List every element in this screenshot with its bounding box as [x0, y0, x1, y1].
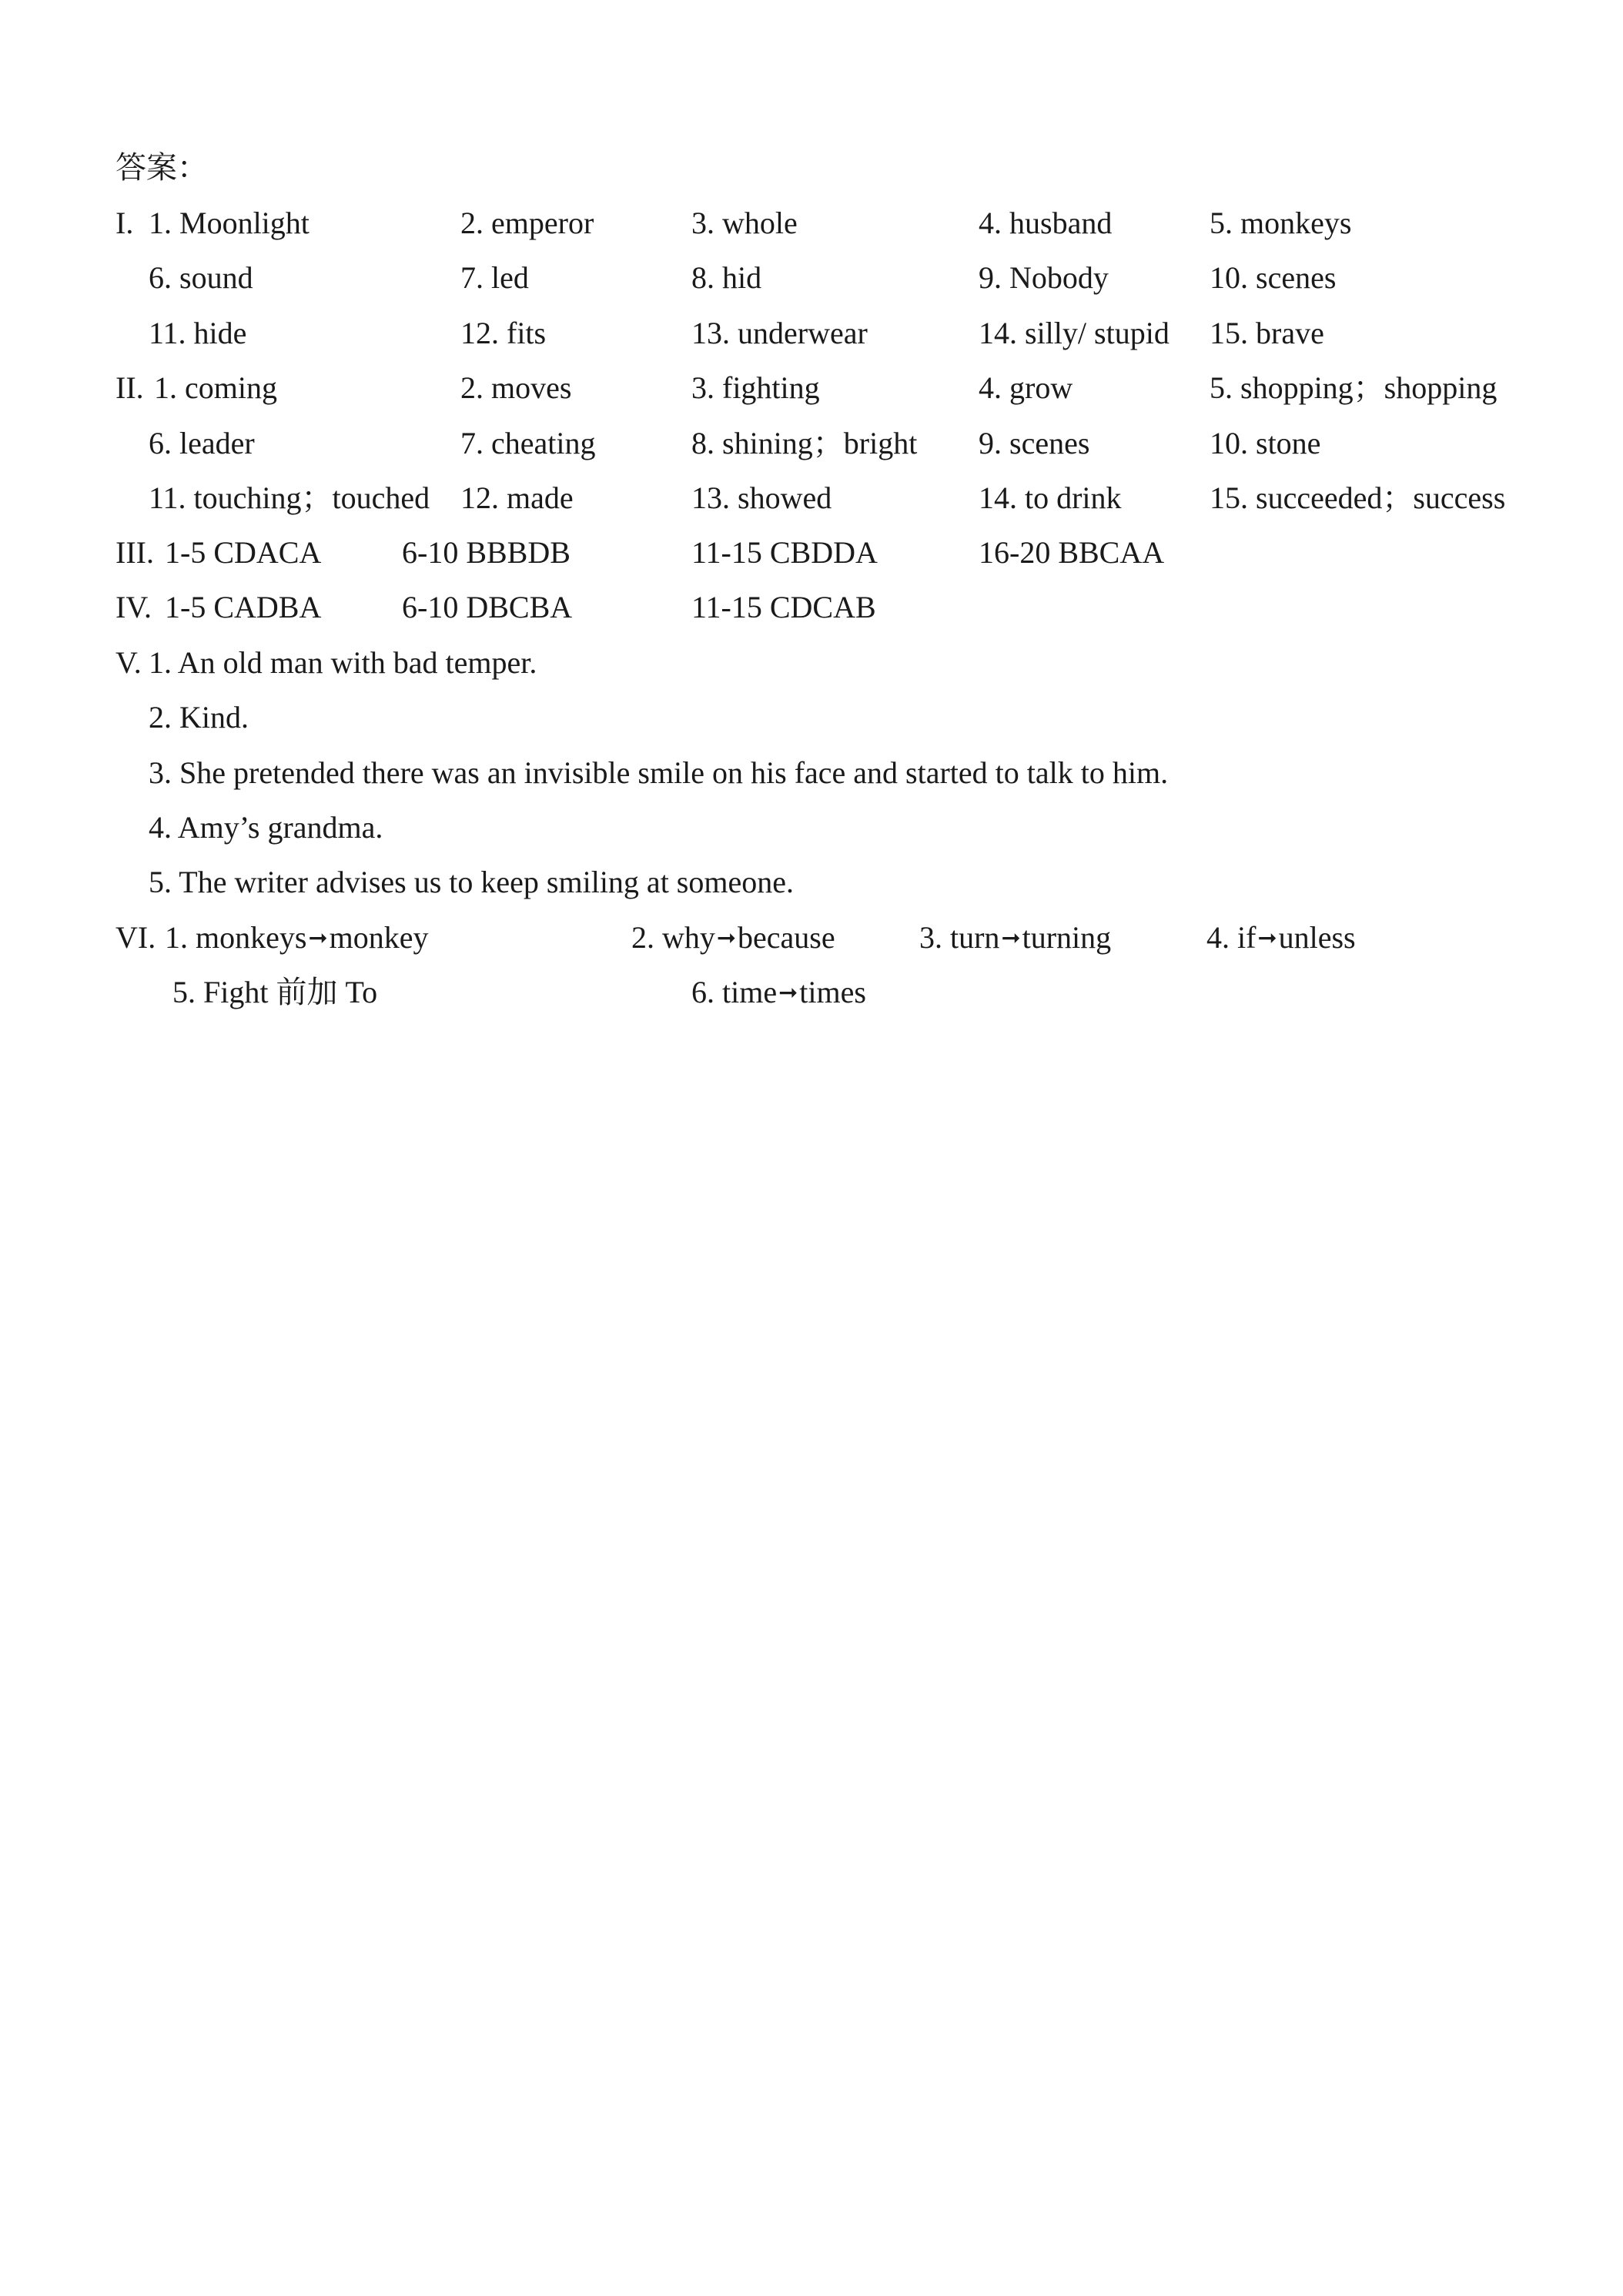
section-label: VI. — [115, 920, 156, 955]
correction-to: monkey — [329, 920, 429, 955]
correction-to: because — [738, 920, 835, 955]
answer-item: 12. made — [460, 480, 574, 515]
answer-sentence: 3. She pretended there was an invisible smile on his face and started to talk to him. — [149, 755, 1169, 790]
answer-item: 15. brave — [1210, 316, 1324, 350]
answer-item: 4. grow — [979, 370, 1073, 405]
answer-sentence: 1. An old man with bad temper. — [149, 645, 537, 680]
section-label: I. — [115, 206, 134, 240]
answer-item: 16-20 BBCAA — [979, 535, 1165, 570]
correction-item — [691, 974, 866, 1014]
answer-item: 7. led — [460, 260, 529, 295]
answer-item: 15. succeeded；success — [1210, 480, 1506, 515]
correction-item — [165, 919, 428, 959]
answer-item: 9. Nobody — [979, 260, 1109, 295]
answer-item: 1. Moonlight — [149, 206, 310, 240]
answer-item: 12. fits — [460, 316, 547, 350]
answer-sentence: 4. Amy’s grandma. — [149, 810, 383, 845]
answer-item: 1-5 CDACA — [165, 535, 322, 570]
answer-item: 1. coming — [154, 370, 277, 405]
answer-item: 5. monkeys — [1210, 206, 1352, 240]
correction-number: 3. — [919, 920, 942, 955]
arrow-icon: ➞ — [308, 925, 328, 952]
answer-item: 6. leader — [149, 426, 255, 460]
answer-item: 6-10 BBBDB — [402, 535, 571, 570]
correction-from: turn — [950, 920, 1000, 955]
correction-number: 2. — [631, 920, 654, 955]
correction-number: 4. — [1206, 920, 1230, 955]
correction-to: turning — [1022, 920, 1112, 955]
answer-item: 6-10 DBCBA — [402, 590, 573, 624]
answer-item: 6. sound — [149, 260, 253, 295]
correction-from: if — [1237, 920, 1257, 955]
section-label: II. — [115, 370, 144, 405]
section-label: IV. — [115, 590, 152, 624]
arrow-icon: ➞ — [1257, 925, 1277, 952]
answer-item: 3. fighting — [691, 370, 820, 405]
answer-item: 5. shopping；shopping — [1210, 370, 1498, 405]
answer-item: 3. whole — [691, 206, 798, 240]
answer-item: 11. hide — [149, 316, 247, 350]
correction-to: unless — [1278, 920, 1356, 955]
correction-number: 6. — [691, 975, 714, 1009]
answer-item: 8. hid — [691, 260, 762, 295]
answer-item: 10. stone — [1210, 426, 1321, 460]
answer-item: 7. cheating — [460, 426, 596, 460]
arrow-icon: ➞ — [778, 979, 798, 1006]
answer-item: 9. scenes — [979, 426, 1090, 460]
answer-item: 11. touching；touched — [149, 480, 430, 515]
answer-item: 14. silly/ stupid — [979, 316, 1170, 350]
correction-from: monkeys — [196, 920, 307, 955]
answer-sentence: 5. The writer advises us to keep smiling at someone. — [149, 865, 794, 899]
correction-number: 1. — [165, 920, 188, 955]
answer-item: 11-15 CBDDA — [691, 535, 878, 570]
answer-item: 14. to drink — [979, 480, 1122, 515]
answer-item: 2. emperor — [460, 206, 594, 240]
correction-item — [919, 919, 1111, 959]
correction-from: time — [722, 975, 778, 1009]
answers-heading: 答案： — [115, 150, 208, 185]
answer-item: 4. husband — [979, 206, 1113, 240]
answer-sentence: 2. Kind. — [149, 700, 249, 735]
answer-item: 1-5 CADBA — [165, 590, 322, 624]
section-label: III. — [115, 535, 154, 570]
arrow-icon: ➞ — [716, 925, 737, 952]
answer-item: 13. showed — [691, 480, 832, 515]
correction-to: times — [799, 975, 866, 1009]
answer-item: 10. scenes — [1210, 260, 1337, 295]
answer-item: 8. shining；bright — [691, 426, 918, 460]
correction-item — [631, 919, 835, 959]
correction-item — [1206, 919, 1356, 959]
section-label: V. — [115, 645, 142, 680]
answer-item: 2. moves — [460, 370, 572, 405]
correction-note: 5. Fight 前加 To — [172, 975, 378, 1009]
answer-item: 11-15 CDCAB — [691, 590, 876, 624]
arrow-icon: ➞ — [1001, 925, 1021, 952]
answer-item: 13. underwear — [691, 316, 868, 350]
correction-from: why — [662, 920, 715, 955]
